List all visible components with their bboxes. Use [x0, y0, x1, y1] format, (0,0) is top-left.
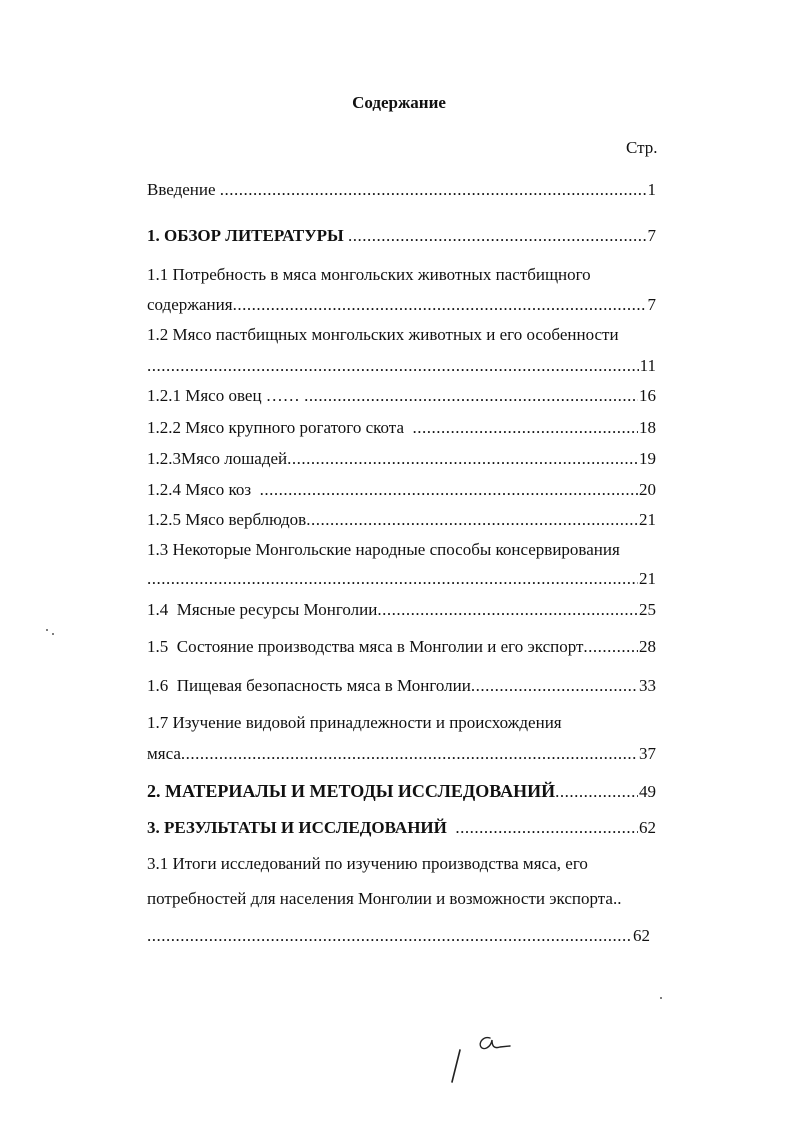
toc-entry-1-2-4[interactable]: 1.2.4 Мясо коз ..... 20 [147, 480, 656, 500]
toc-page-number: 11 [639, 356, 656, 375]
dot-leader [555, 782, 638, 802]
toc-entry-1-1-line1[interactable]: 1.1 Потребность в мяса монгольских животных пастбищного [147, 265, 591, 284]
toc-entry-section-2[interactable]: 2. МАТЕРИАЛЫ И МЕТОДЫ ИССЛЕДОВАНИЙ ..... 49 [147, 781, 656, 802]
toc-page-number: 21 [639, 569, 656, 588]
toc-entry-3-1-line2[interactable]: потребностей для населения Монголии и возможности экспорта.. [147, 889, 622, 908]
toc-entry-1-2-3[interactable]: 1.2.3Мясо лошадей ..... 19 [147, 449, 656, 469]
toc-page-number: 25 [639, 600, 656, 619]
dot-leader [147, 356, 639, 376]
dot-leader [220, 180, 647, 200]
scan-speck [46, 629, 48, 631]
toc-entry-1-2-line1[interactable]: 1.2 Мясо пастбищных монгольских животных и его особенности [147, 325, 619, 344]
toc-page-number: 33 [639, 676, 656, 695]
toc-entry-1-6[interactable]: 1.6 Пищевая безопасность мяса в Монголии ..... 33 [147, 676, 656, 696]
toc-entry-3-1[interactable] [147, 926, 650, 946]
toc-page-number: 28 [639, 637, 656, 656]
dot-leader [260, 480, 638, 500]
dot-leader [377, 600, 638, 620]
dot-leader [147, 569, 638, 589]
toc-entry-section-1[interactable]: 1. ОБЗОР ЛИТЕРАТУРЫ ..... 7 [147, 226, 656, 246]
dot-leader [181, 744, 638, 764]
toc-entry-1-7[interactable]: мяса ..... 37 [147, 744, 656, 764]
toc-page-number: 18 [639, 418, 656, 437]
dot-leader [304, 386, 638, 406]
page-title: Содержание [352, 93, 446, 112]
toc-entry-1-7-line1[interactable]: 1.7 Изучение видовой принадлежности и происхождения [147, 713, 562, 732]
dot-leader [455, 818, 638, 838]
toc-entry-section-3[interactable]: 3. РЕЗУЛЬТАТЫ И ИССЛЕДОВАНИЙ ..... 62 [147, 818, 656, 838]
toc-page-number: 19 [639, 449, 656, 468]
toc-page-number: 21 [639, 510, 656, 529]
toc-page-number: 20 [639, 480, 656, 499]
toc-page-number: 16 [639, 386, 656, 405]
scan-speck [660, 997, 662, 999]
dot-leader [348, 226, 647, 246]
dot-leader [413, 418, 639, 438]
toc-page-number: 49 [639, 782, 656, 801]
dot-leader [471, 676, 638, 696]
toc-entry-1-2-5[interactable]: 1.2.5 Мясо верблюдов ..... 21 [147, 510, 656, 530]
toc-page-number: 37 [639, 744, 656, 763]
toc-page-number: 7 [647, 295, 656, 314]
dot-leader [583, 637, 638, 657]
toc-entry-1-3-line1[interactable]: 1.3 Некоторые Монгольские народные способы консервирования [147, 540, 620, 559]
dot-leader [233, 295, 647, 315]
toc-entry-1-2-1[interactable]: 1.2.1 Мясо овец …… ..... 16 [147, 386, 656, 406]
toc-page-number: 62 [633, 926, 650, 945]
dot-leader [287, 449, 638, 469]
toc-entry-1-1[interactable]: содержания ..... 7 [147, 295, 656, 315]
toc-entry-1-2[interactable] [147, 356, 656, 376]
scan-speck [52, 633, 54, 635]
handwritten-signature [446, 1028, 516, 1088]
toc-page-number: 62 [639, 818, 656, 837]
dot-leader [147, 926, 632, 946]
toc-entry-3-1-line1[interactable]: 3.1 Итоги исследований по изучению производства мяса, его [147, 854, 588, 873]
page-column-label: Стр. [626, 138, 658, 157]
dot-leader [306, 510, 638, 530]
toc-page-number: 7 [647, 226, 656, 245]
toc-entry-1-5[interactable]: 1.5 Состояние производства мяса в Монголии и его экспорт ..... 28 [147, 637, 656, 657]
toc-page-number: 1 [647, 180, 656, 199]
toc-entry-1-4[interactable]: 1.4 Мясные ресурсы Монголии ..... 25 [147, 600, 656, 620]
toc-entry-introduction[interactable]: Введение ..... 1 [147, 180, 656, 200]
toc-entry-1-3[interactable] [147, 569, 656, 589]
toc-entry-1-2-2[interactable]: 1.2.2 Мясо крупного рогатого скота ..... 18 [147, 418, 656, 438]
